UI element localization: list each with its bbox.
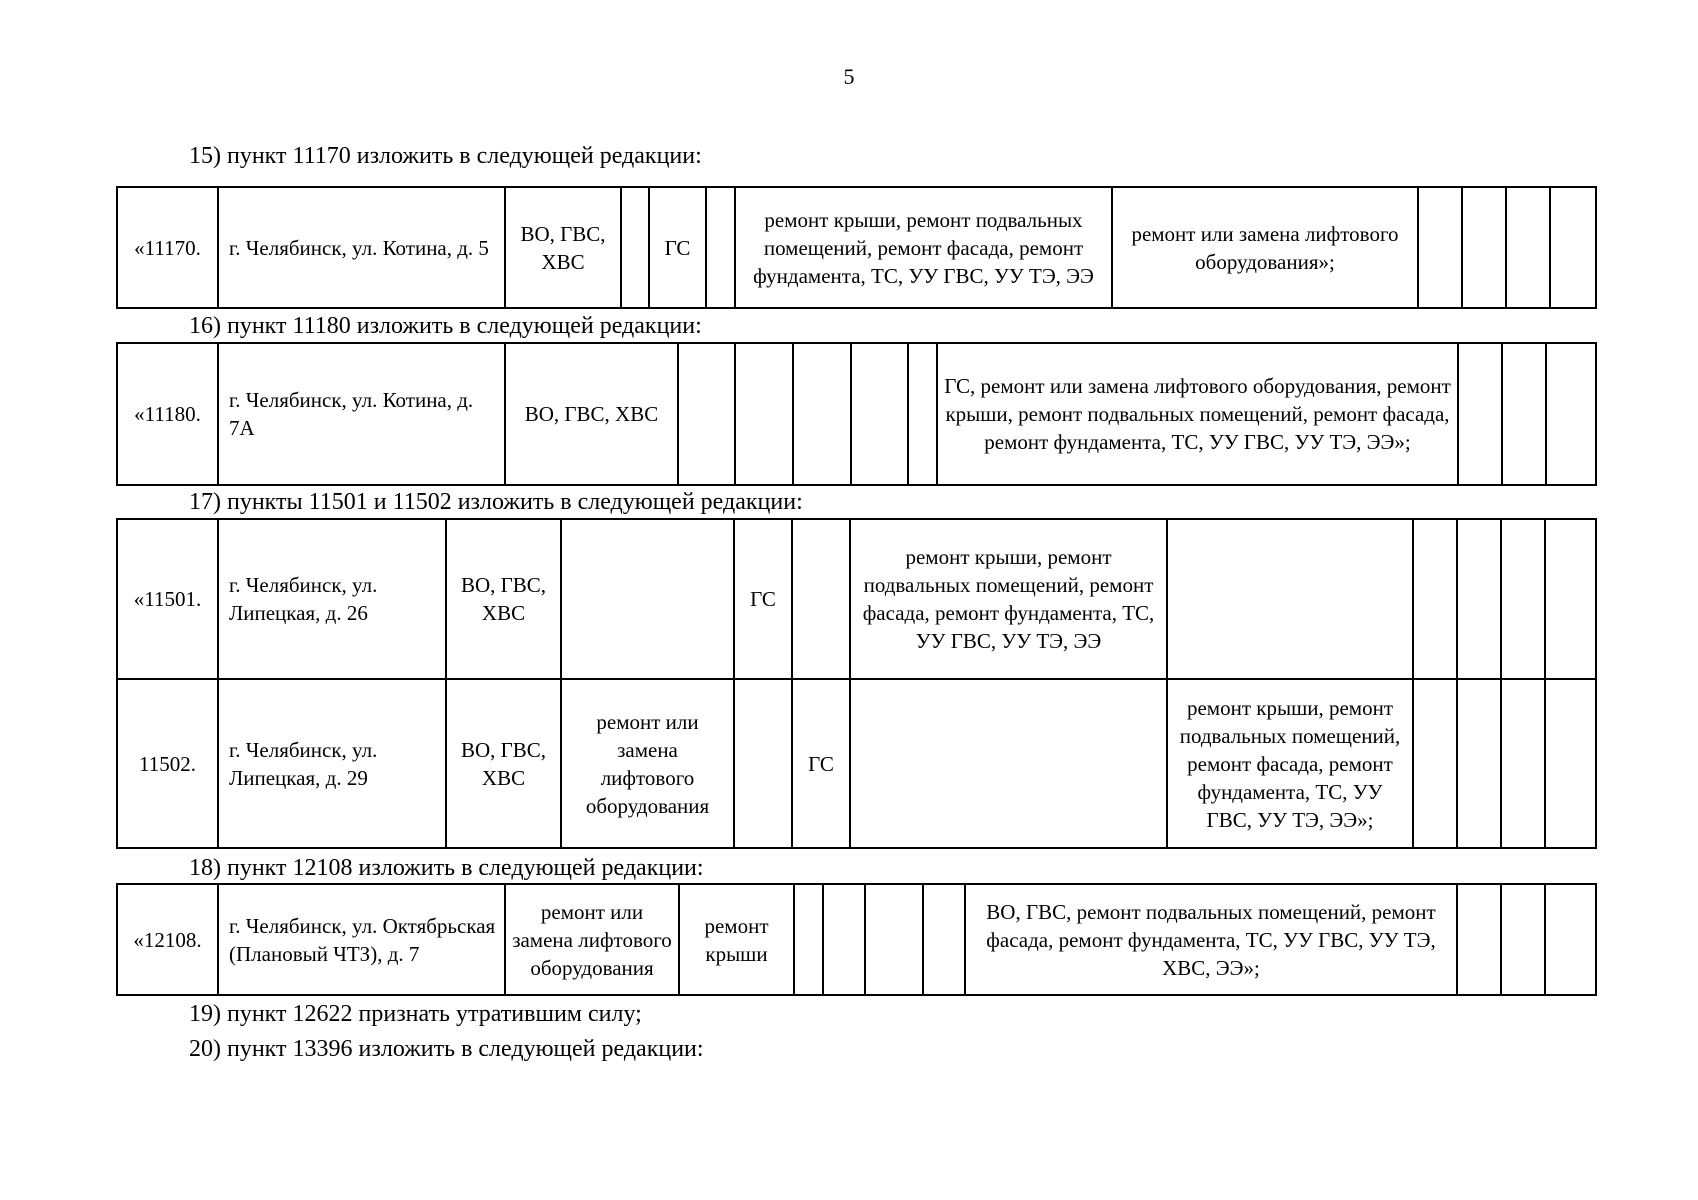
table-row xyxy=(117,343,1596,485)
table-11180 xyxy=(116,342,1597,486)
empty-cell xyxy=(1506,187,1550,308)
table-cell: ГС, ремонт или замена лифтового оборудования, ремонт крыши, ремонт подвальных помещений, ремонт фасада, ремонт фундамента, ТС, УУ ГВС, УУ ТЭ, ЭЭ»; xyxy=(937,343,1458,485)
table-cell: ВО, ГВС, ХВС xyxy=(446,679,561,848)
empty-cell xyxy=(1418,187,1462,308)
empty-cell xyxy=(923,884,965,995)
table-cell: ремонт крыши, ремонт подвальных помещений, ремонт фасада, ремонт фундамента, ТС, УУ ГВС, УУ ТЭ, ЭЭ xyxy=(850,519,1167,679)
empty-cell xyxy=(1413,519,1457,679)
table-row xyxy=(117,884,1596,995)
table-cell: ГС xyxy=(792,679,850,848)
empty-cell xyxy=(678,343,735,485)
paragraph-20: 20) пункт 13396 изложить в следующей редакции: xyxy=(189,1036,704,1062)
table-cell: ВО, ГВС, ХВС xyxy=(505,343,678,485)
empty-cell xyxy=(1545,884,1596,995)
empty-cell xyxy=(851,343,908,485)
item-number: 11502. xyxy=(117,679,218,848)
empty-cell xyxy=(1545,679,1596,848)
empty-cell xyxy=(1546,343,1596,485)
empty-cell xyxy=(792,519,850,679)
table-cell: ремонт или замена лифтового оборудования xyxy=(561,679,734,848)
item-number: «11170. xyxy=(117,187,218,308)
empty-cell xyxy=(793,343,851,485)
address-cell: г. Челябинск, ул. Липецкая, д. 29 xyxy=(218,679,446,848)
empty-cell xyxy=(1502,343,1546,485)
table-row xyxy=(117,187,1596,308)
empty-cell xyxy=(1457,679,1501,848)
empty-cell xyxy=(734,679,792,848)
table-cell: ВО, ГВС, ремонт подвальных помещений, ремонт фасада, ремонт фундамента, ТС, УУ ГВС, УУ ТЭ, ХВС, ЭЭ»; xyxy=(965,884,1457,995)
empty-cell xyxy=(823,884,865,995)
empty-cell xyxy=(1462,187,1506,308)
empty-cell xyxy=(908,343,937,485)
item-number: «12108. xyxy=(117,884,218,995)
empty-cell xyxy=(1545,519,1596,679)
empty-cell xyxy=(1501,884,1545,995)
table-cell: ремонт крыши xyxy=(679,884,794,995)
empty-cell xyxy=(1167,519,1413,679)
table-11170 xyxy=(116,186,1597,309)
paragraph-17: 17) пункты 11501 и 11502 изложить в следующей редакции: xyxy=(189,489,803,515)
paragraph-15: 15) пункт 11170 изложить в следующей редакции: xyxy=(189,143,702,169)
empty-cell xyxy=(850,679,1167,848)
empty-cell xyxy=(561,519,734,679)
empty-cell xyxy=(1458,343,1502,485)
empty-cell xyxy=(621,187,649,308)
table-11501-11502 xyxy=(116,518,1597,849)
empty-cell xyxy=(865,884,923,995)
table-12108 xyxy=(116,883,1597,996)
address-cell: г. Челябинск, ул. Октябрьская (Плановый ЧТЗ), д. 7 xyxy=(218,884,505,995)
empty-cell xyxy=(1457,519,1501,679)
empty-cell xyxy=(1413,679,1457,848)
table-cell: ГС xyxy=(734,519,792,679)
item-number: «11501. xyxy=(117,519,218,679)
empty-cell xyxy=(735,343,793,485)
table-cell: ремонт крыши, ремонт подвальных помещений, ремонт фасада, ремонт фундамента, ТС, УУ ГВС, УУ ТЭ, ЭЭ xyxy=(735,187,1112,308)
table-cell: ВО, ГВС, ХВС xyxy=(505,187,621,308)
empty-cell xyxy=(1457,884,1501,995)
paragraph-18: 18) пункт 12108 изложить в следующей редакции: xyxy=(189,855,704,881)
empty-cell xyxy=(1550,187,1596,308)
empty-cell xyxy=(1501,519,1545,679)
table-cell: ремонт или замена лифтового оборудования xyxy=(505,884,679,995)
table-cell: ГС xyxy=(649,187,706,308)
table-cell: ремонт крыши, ремонт подвальных помещений, ремонт фасада, ремонт фундамента, ТС, УУ ГВС, УУ ТЭ, ЭЭ»; xyxy=(1167,679,1413,848)
page-number: 5 xyxy=(843,64,855,89)
paragraph-16: 16) пункт 11180 изложить в следующей редакции: xyxy=(189,313,702,339)
table-row xyxy=(117,519,1596,679)
empty-cell xyxy=(706,187,735,308)
table-row xyxy=(117,679,1596,848)
empty-cell xyxy=(1501,679,1545,848)
table-cell: ремонт или замена лифтового оборудования»; xyxy=(1112,187,1418,308)
address-cell: г. Челябинск, ул. Котина, д. 5 xyxy=(218,187,505,308)
paragraph-19: 19) пункт 12622 признать утратившим силу; xyxy=(189,1001,642,1027)
empty-cell xyxy=(794,884,823,995)
address-cell: г. Челябинск, ул. Котина, д. 7А xyxy=(218,343,505,485)
item-number: «11180. xyxy=(117,343,218,485)
address-cell: г. Челябинск, ул. Липецкая, д. 26 xyxy=(218,519,446,679)
table-cell: ВО, ГВС, ХВС xyxy=(446,519,561,679)
